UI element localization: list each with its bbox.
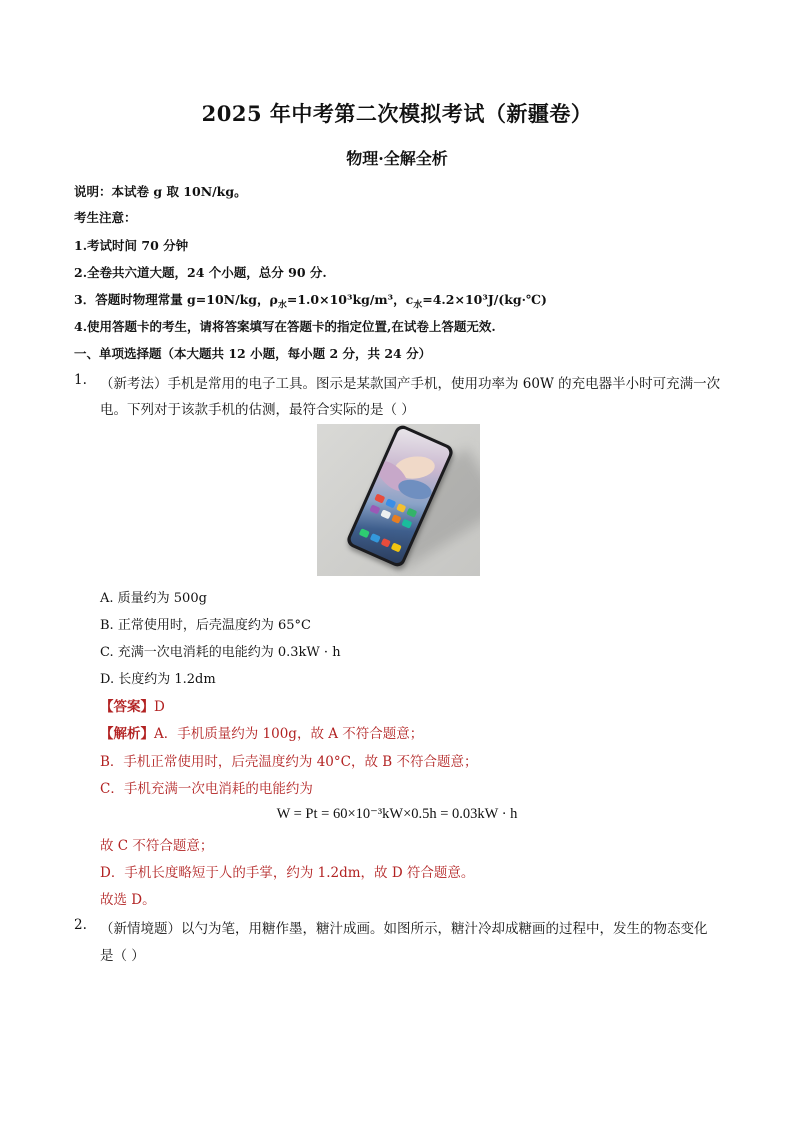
question-1-formula: W = Pt = 60×10⁻³kW×0.5h = 0.03kW · h xyxy=(276,806,518,822)
question-1-option-b: B. 正常使用时，后壳温度约为 65°C xyxy=(100,618,311,633)
question-1-stem-line-1: （新考法）手机是常用的电子工具。图示是某款国产手机，使用功率为 60W 的充电器半小时可充满一次 xyxy=(100,376,721,392)
question-1-option-c: C. 充满一次电消耗的电能约为 0.3kW · h xyxy=(100,645,341,660)
analysis-tag: 【解析】 xyxy=(100,726,154,742)
answer-value: D xyxy=(154,699,165,715)
answer-tag: 【答案】 xyxy=(100,699,154,715)
page-title: 2025 年中考第二次模拟考试（新疆卷） xyxy=(201,101,593,126)
note-item-1: 1.考试时间 70 分钟 xyxy=(74,238,189,253)
analysis-a-text: A．手机质量约为 100g，故 A 不符合题意； xyxy=(154,726,424,742)
question-2-stem-line-2: 是（ ） xyxy=(100,948,145,964)
question-2-number: 2. xyxy=(74,917,87,933)
note-item-2: 2.全卷共六道大题，24 个小题，总分 90 分. xyxy=(74,265,327,280)
note-explain: 说明：本试卷 g 取 10N/kg。 xyxy=(74,184,247,199)
note-item-3-part-b: =1.0×10³kg/m³，c xyxy=(286,292,414,307)
note-item-3 xyxy=(74,290,547,311)
question-1-number: 1. xyxy=(74,372,87,388)
note-item-3-sub-2: 水 xyxy=(413,300,423,311)
note-item-3-part-c: =4.2×10³J/(kg·℃) xyxy=(422,292,547,307)
note-item-3-part-a: 3．答题时物理常量 g=10N/kg，ρ xyxy=(74,292,278,307)
question-1-analysis-a xyxy=(100,722,423,742)
question-1-option-a: A. 质量约为 500g xyxy=(100,591,207,606)
question-1-conclusion: 故选 D。 xyxy=(100,892,156,908)
question-1-stem-line-2: 电。下列对于该款手机的估测，最符合实际的是（ ） xyxy=(100,402,415,418)
question-1-analysis-b: B．手机正常使用时，后壳温度约为 40°C，故 B 不符合题意； xyxy=(100,754,478,770)
question-1-option-d: D. 长度约为 1.2dm xyxy=(100,672,216,687)
note-item-4: 4.使用答题卡的考生，请将答案填写在答题卡的指定位置,在试卷上答题无效. xyxy=(74,319,496,334)
question-2-stem-line-1: （新情境题）以勺为笔，用糖作墨，糖汁成画。如图所示，糖汁冷却成糖画的过程中，发生的物态变化 xyxy=(100,921,708,937)
question-1-answer xyxy=(100,695,165,715)
note-attention: 考生注意： xyxy=(74,210,137,225)
question-1-analysis-c: C．手机充满一次电消耗的电能约为 xyxy=(100,781,313,797)
question-1-analysis-c-conclusion: 故 C 不符合题意； xyxy=(100,838,214,854)
question-1-analysis-d: D．手机长度略短于人的手掌，约为 1.2dm，故 D 符合题意。 xyxy=(100,865,475,881)
note-item-3-sub-1: 水 xyxy=(277,300,287,311)
page-subtitle: 物理·全解全析 xyxy=(346,149,448,168)
phone-photo xyxy=(317,424,480,576)
section-heading-single-choice: 一、单项选择题（本大题共 12 小题，每小题 2 分，共 24 分） xyxy=(74,346,432,361)
